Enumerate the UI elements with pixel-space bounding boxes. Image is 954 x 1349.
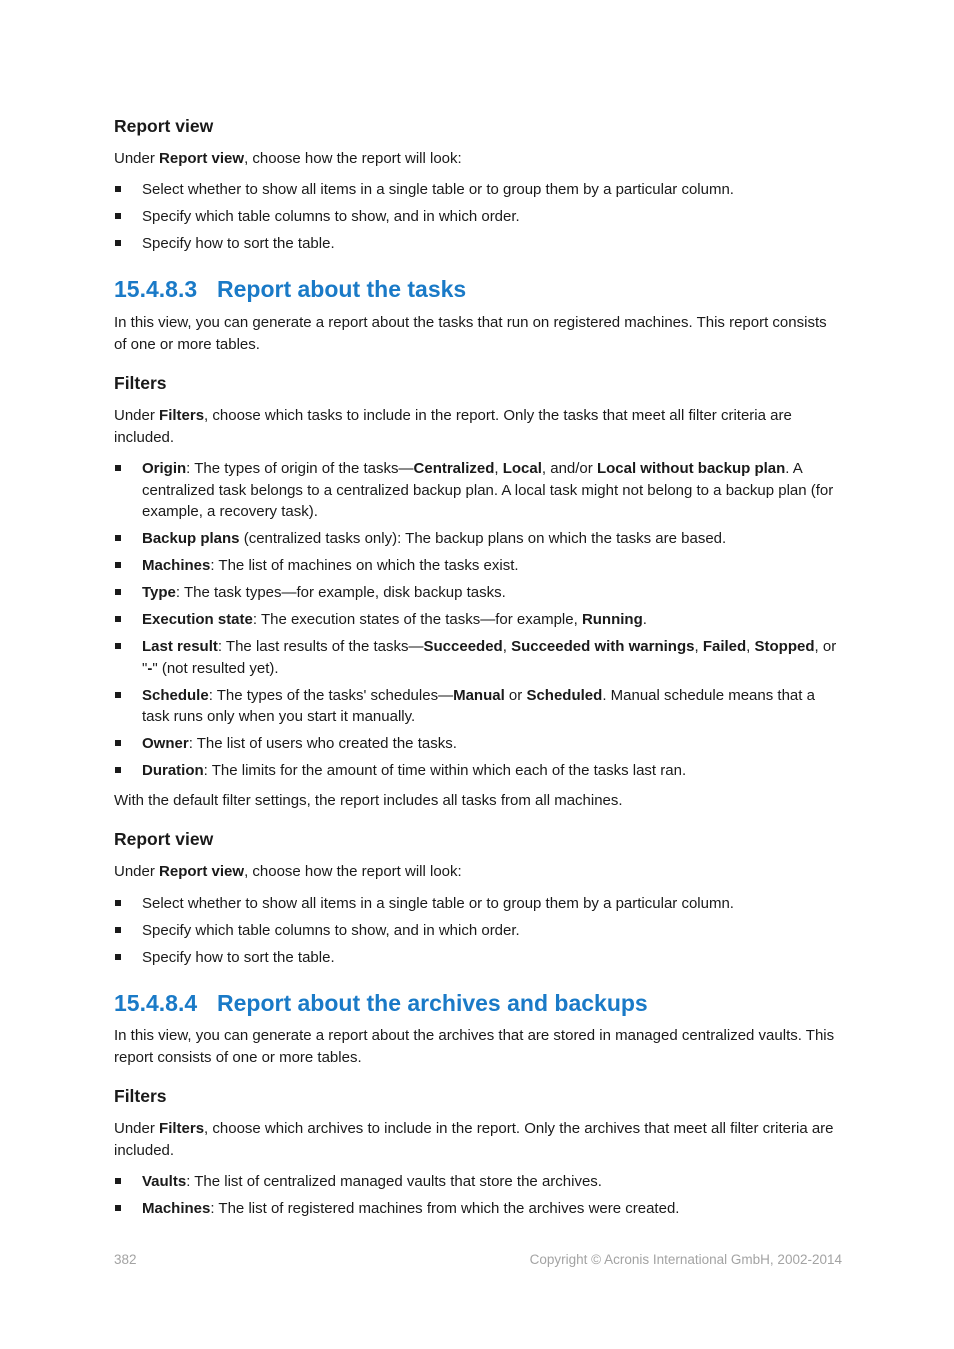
filters-outro: With the default filter settings, the report includes all tasks from all machines. — [114, 792, 623, 809]
filters-intro: Under Filters, choose which tasks to include in the report. Only the tasks that meet all filter criteria are included. — [114, 407, 792, 446]
section-title: Report about the tasks — [217, 276, 467, 302]
list-item: Last result: The last results of the tasks—Succeeded, Succeeded with warnings, Failed, Stopped, or "-" (not resulted yet). — [114, 636, 842, 679]
report-view-list — [114, 179, 842, 255]
section-title: Report about the archives and backups — [217, 990, 648, 1016]
section-heading-tasks — [114, 275, 842, 303]
section-heading-archives — [114, 989, 842, 1017]
report-view-intro: Under Report view, choose how the report will look: — [114, 150, 462, 167]
list-item: Specify how to sort the table. — [114, 233, 842, 255]
filters-heading-2: Filters — [114, 1086, 167, 1106]
list-item: Owner: The list of users who created the tasks. — [114, 733, 842, 755]
list-item: Vaults: The list of centralized managed vaults that store the archives. — [114, 1171, 842, 1193]
report-view-intro-2: Under Report view, choose how the report will look: — [114, 863, 462, 880]
page-number: 382 — [114, 1252, 137, 1267]
filters-list-2 — [114, 1171, 842, 1220]
archives-intro: In this view, you can generate a report about the archives that are stored in managed centralized vaults. This report consists of one or more tables. — [114, 1027, 835, 1066]
copyright-notice: Copyright © Acronis International GmbH, 2002-2014 — [529, 1252, 842, 1267]
list-item: Specify how to sort the table. — [114, 947, 842, 969]
section-number: 15.4.8.3 — [114, 276, 198, 302]
report-view-heading: Report view — [114, 116, 214, 136]
list-item: Select whether to show all items in a single table or to group them by a particular column. — [114, 893, 842, 915]
filters-list — [114, 458, 842, 782]
tasks-intro: In this view, you can generate a report about the tasks that run on registered machines. This report consists of one or more tables. — [114, 314, 827, 353]
filters-intro-2: Under Filters, choose which archives to include in the report. Only the archives that meet all filter criteria are included. — [114, 1120, 834, 1159]
list-item: Specify which table columns to show, and in which order. — [114, 920, 842, 942]
list-item: Duration: The limits for the amount of time within which each of the tasks last ran. — [114, 760, 842, 782]
list-item: Machines: The list of registered machines from which the archives were created. — [114, 1198, 842, 1220]
report-view-list-2 — [114, 893, 842, 969]
list-item: Execution state: The execution states of the tasks—for example, Running. — [114, 609, 842, 631]
list-item: Origin: The types of origin of the tasks—Centralized, Local, and/or Local without backup plan. A centralized task belongs to a centralized backup plan. A local task might not belong to a backup plan (for example, a recovery task). — [114, 458, 842, 523]
list-item: Specify which table columns to show, and in which order. — [114, 206, 842, 228]
report-view-heading-2: Report view — [114, 829, 214, 849]
list-item: Type: The task types—for example, disk backup tasks. — [114, 582, 842, 604]
list-item: Select whether to show all items in a single table or to group them by a particular column. — [114, 179, 842, 201]
list-item: Schedule: The types of the tasks' schedules—Manual or Scheduled. Manual schedule means that a task runs only when you start it manually. — [114, 685, 842, 728]
filters-heading: Filters — [114, 373, 167, 393]
list-item: Machines: The list of machines on which the tasks exist. — [114, 555, 842, 577]
list-item: Backup plans (centralized tasks only): The backup plans on which the tasks are based. — [114, 528, 842, 550]
section-number: 15.4.8.4 — [114, 990, 198, 1016]
